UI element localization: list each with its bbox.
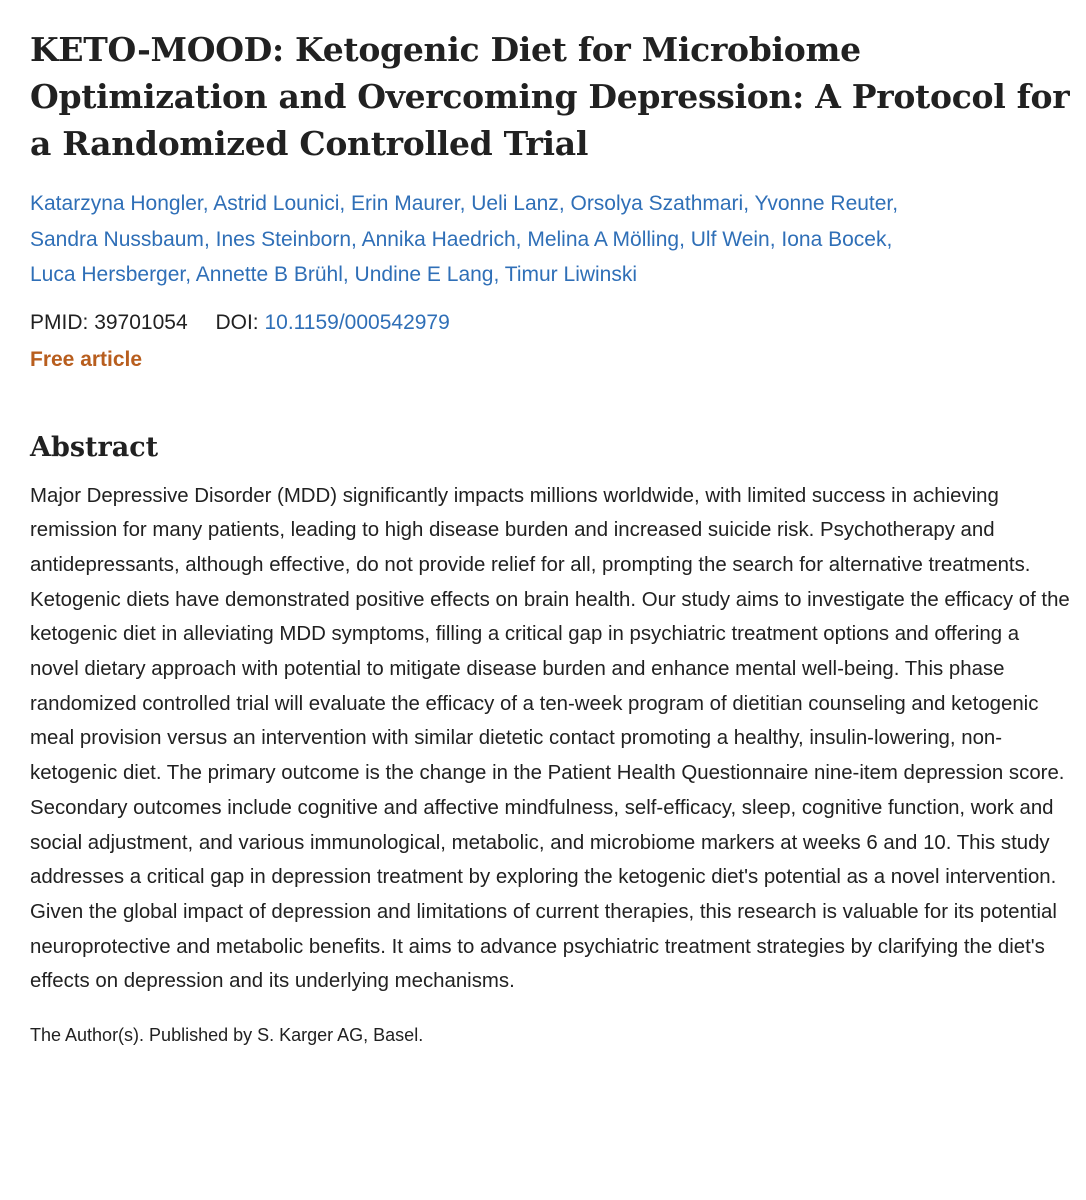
author-link[interactable]: Ulf Wein <box>690 227 770 251</box>
author-link[interactable]: Annette B Brühl <box>195 263 343 286</box>
author-link[interactable]: Sandra Nussbaum <box>30 227 204 251</box>
author-list: Katarzyna Hongler, Astrid Lounici, Erin Maurer, Ueli Lanz, Orsolya Szathmari, Yvonne Reuter, Sandra Nussbaum, Ines Steinborn, Annika Haedrich, Melina A Mölling, Ulf Wein, Iona Bocek, Luca Hersberger, Annette B Brühl, Undine E Lang, Timur Liwinski <box>30 192 899 286</box>
article-page <box>30 26 1080 1048</box>
abstract-body: Major Depressive Disorder (MDD) significantly impacts millions worldwide, with limited success in achieving remission for many patients, leading to high disease burden and increased suicide risk. Psychotherapy and antidepressants, although effective, do not provide relief for all, prompting the search for alternative treatments. Ketogenic diets have demonstrated positive effects on brain health. Our study aims to investigate the efficacy of the ketogenic diet in alleviating MDD symptoms, filling a critical gap in psychiatric treatment options and offering a novel dietary approach with potential to mitigate disease burden and enhance mental well-being. This phase randomized controlled trial will evaluate the efficacy of a ten-week program of dietitian counseling and ketogenic meal provision versus an intervention with similar dietetic contact promoting a healthy, insulin-lowering, non-ketogenic diet. The primary outcome is the change in the Patient Health Questionnaire nine-item depression score. Secondary outcomes include cognitive and affective mindfulness, self-efficacy, sleep, cognitive function, work and social adjustment, and various immunological, metabolic, and microbiome markers at weeks 6 and 10. This study addresses a critical gap in depression treatment by exploring the ketogenic diet's potential as a novel intervention. Given the global impact of depression and limitations of current therapies, this research is valuable for its potential neuroprotective and metabolic benefits. It aims to advance psychiatric treatment strategies by clarifying the diet's effects on depression and its underlying mechanisms. <box>30 484 1070 993</box>
pmid-label: PMID: <box>30 310 89 334</box>
author-link[interactable]: Luca Hersberger <box>30 263 186 286</box>
author-link[interactable]: Astrid Lounici <box>213 192 340 215</box>
free-article-badge: Free article <box>30 347 143 371</box>
author-link[interactable]: Yvonne Reuter <box>754 192 893 215</box>
author-link[interactable]: Katarzyna Hongler <box>30 192 203 215</box>
author-link[interactable]: Annika Haedrich <box>361 227 516 251</box>
author-link[interactable]: Undine E Lang <box>354 263 494 286</box>
article-title: KETO-MOOD: Ketogenic Diet for Microbiome Optimization and Overcoming Depression: A Protocol for a Randomized Controlled Trial <box>30 30 1070 163</box>
abstract-heading: Abstract <box>30 431 159 463</box>
author-link[interactable]: Melina A Mölling <box>527 227 680 251</box>
pmid-value: 39701054 <box>94 310 188 334</box>
author-link[interactable]: Ueli Lanz <box>471 192 559 215</box>
author-link[interactable]: Ines Steinborn <box>215 227 352 251</box>
identifiers <box>30 307 1080 339</box>
author-link[interactable]: Iona Bocek <box>781 227 887 251</box>
author-link[interactable]: Erin Maurer <box>351 192 460 215</box>
doi-label: DOI: <box>215 310 259 334</box>
author-link[interactable]: Timur Liwinski <box>504 263 638 286</box>
doi-link[interactable]: 10.1159/000542979 <box>264 310 450 334</box>
author-link[interactable]: Orsolya Szathmari <box>570 192 744 215</box>
copyright-notice: The Author(s). Published by S. Karger AG, Basel. <box>30 1025 424 1046</box>
